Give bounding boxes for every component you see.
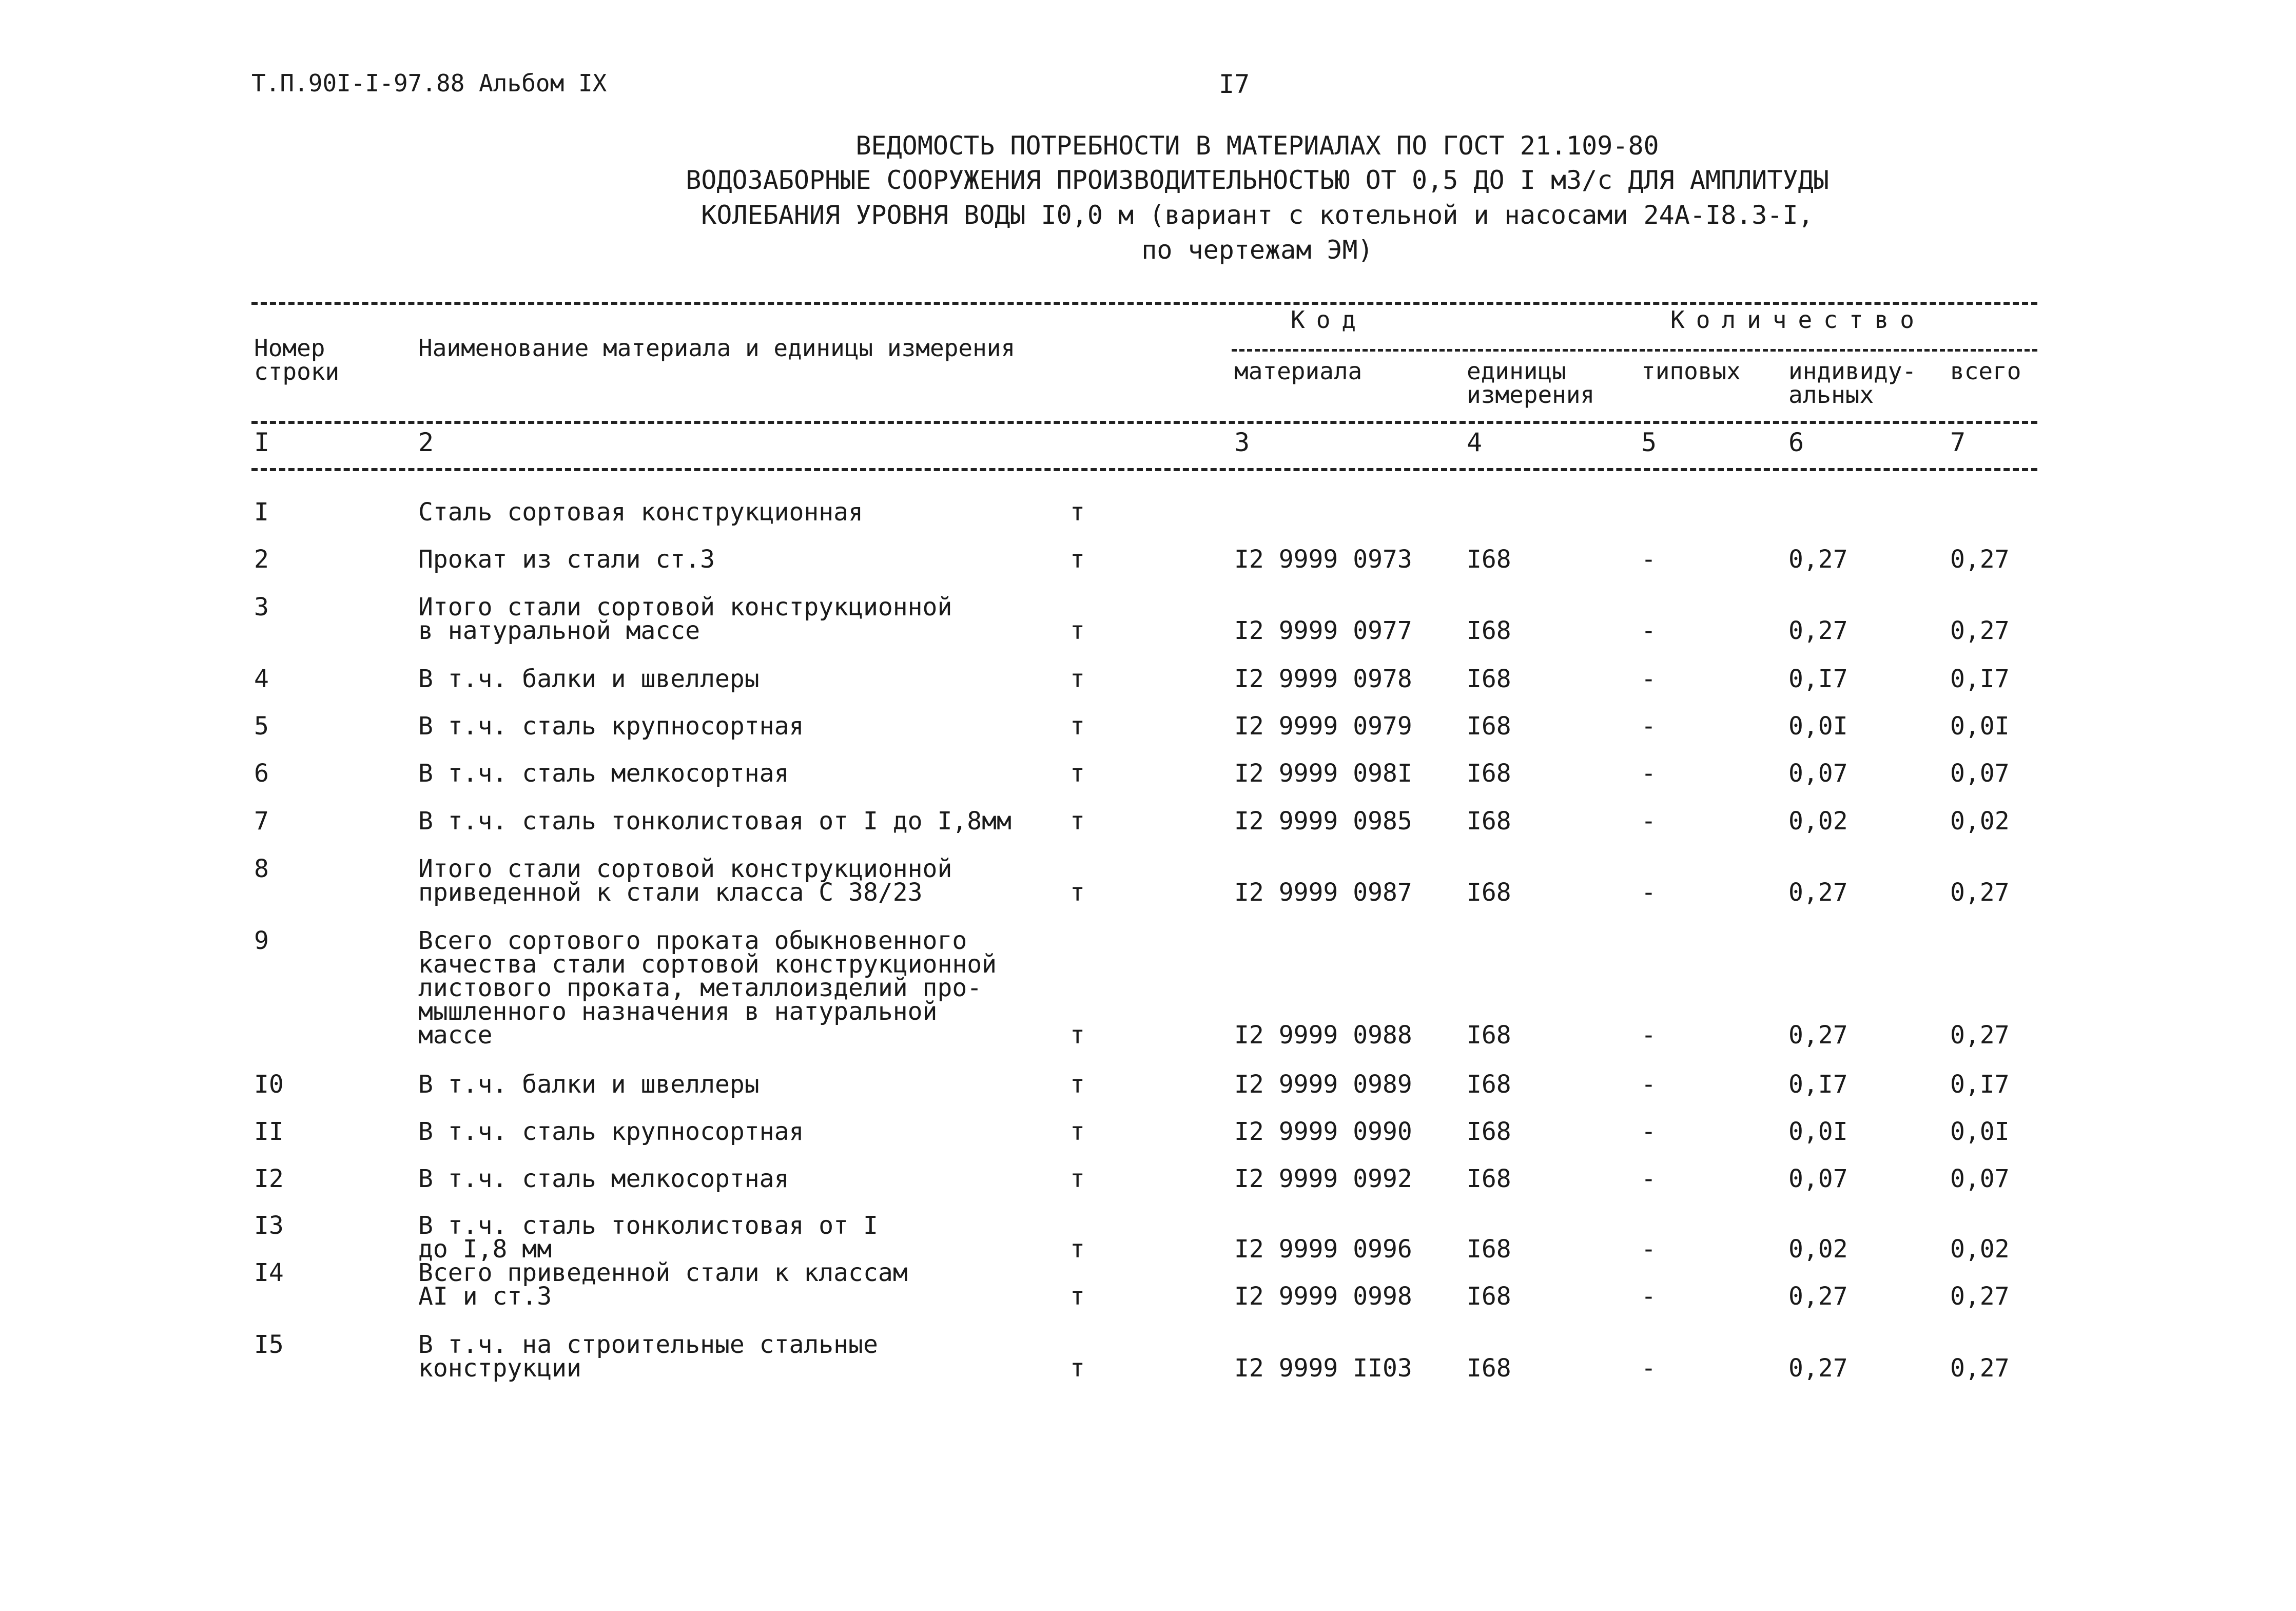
unit-cell: т bbox=[1070, 545, 1085, 574]
unit-cell: т bbox=[1070, 1164, 1085, 1193]
typical-qty-cell: - bbox=[1641, 759, 1656, 788]
unit-code-cell: I68 bbox=[1467, 807, 1511, 836]
unit-cell: т bbox=[1070, 665, 1085, 693]
table-top-rule bbox=[251, 302, 2037, 305]
unit-code-cell: I68 bbox=[1467, 1235, 1511, 1264]
column-numbers-rule bbox=[251, 468, 2037, 471]
material-name-line: В т.ч. сталь мелкосортная bbox=[418, 1164, 789, 1193]
typical-qty-cell: - bbox=[1641, 1354, 1656, 1383]
unit-cell: т bbox=[1070, 1070, 1085, 1099]
material-code-cell: I2 9999 0992 bbox=[1234, 1164, 1412, 1193]
total-qty-cell: 0,27 bbox=[1950, 878, 2010, 907]
header-quantity-group: Количество bbox=[1670, 306, 1925, 334]
unit-code-cell: I68 bbox=[1467, 878, 1511, 907]
material-code-cell: I2 9999 0977 bbox=[1234, 616, 1412, 645]
total-qty-cell: 0,I7 bbox=[1950, 665, 2010, 693]
row-number: I0 bbox=[254, 1070, 284, 1099]
individual-qty-cell: 0,27 bbox=[1788, 1021, 1848, 1050]
typical-qty-cell: - bbox=[1641, 1282, 1656, 1311]
unit-code-cell: I68 bbox=[1467, 1021, 1511, 1050]
individual-qty-cell: 0,27 bbox=[1788, 878, 1848, 907]
document-reference: Т.П.90I-I-97.88 Альбом IX bbox=[251, 69, 607, 97]
material-name-line: листового проката, металлоизделий про- bbox=[418, 974, 982, 1002]
code-quantity-subrule bbox=[1232, 349, 2037, 352]
unit-cell: т bbox=[1070, 1117, 1085, 1146]
total-qty-cell: 0,0I bbox=[1950, 712, 2010, 741]
individual-qty-cell: 0,02 bbox=[1788, 807, 1848, 836]
col-number: 6 bbox=[1788, 428, 1804, 457]
total-qty-cell: 0,27 bbox=[1950, 1282, 2010, 1311]
unit-code-cell: I68 bbox=[1467, 1164, 1511, 1193]
row-number: 4 bbox=[254, 665, 269, 693]
unit-cell: т bbox=[1070, 1354, 1085, 1383]
material-name-line: В т.ч. на строительные стальные bbox=[418, 1330, 878, 1359]
total-qty-cell: 0,0I bbox=[1950, 1117, 2010, 1146]
total-qty-cell: 0,02 bbox=[1950, 807, 2010, 836]
total-qty-cell: 0,I7 bbox=[1950, 1070, 2010, 1099]
unit-cell: т bbox=[1070, 759, 1085, 788]
individual-qty-cell: 0,27 bbox=[1788, 616, 1848, 645]
material-name-line: массе bbox=[418, 1021, 493, 1050]
row-number: 8 bbox=[254, 855, 269, 883]
material-name-line: Прокат из стали ст.3 bbox=[418, 545, 715, 574]
typical-qty-cell: - bbox=[1641, 1164, 1656, 1193]
col-number: 5 bbox=[1641, 428, 1657, 457]
row-number: I4 bbox=[254, 1258, 284, 1287]
material-name-line: В т.ч. балки и швеллеры bbox=[418, 1070, 760, 1099]
row-number: 6 bbox=[254, 759, 269, 788]
typical-qty-cell: - bbox=[1641, 616, 1656, 645]
typical-qty-cell: - bbox=[1641, 1021, 1656, 1050]
unit-cell: т bbox=[1070, 1021, 1085, 1050]
unit-cell: т bbox=[1070, 807, 1085, 836]
total-qty-cell: 0,27 bbox=[1950, 616, 2010, 645]
unit-code-cell: I68 bbox=[1467, 545, 1511, 574]
material-code-cell: I2 9999 0996 bbox=[1234, 1235, 1412, 1264]
material-name-line: до I,8 мм bbox=[418, 1235, 552, 1264]
typical-qty-cell: - bbox=[1641, 1235, 1656, 1264]
page-number: I7 bbox=[1219, 69, 1250, 99]
individual-qty-cell: 0,02 bbox=[1788, 1235, 1848, 1264]
col-number: 2 bbox=[418, 428, 434, 457]
material-name-line: приведенной к стали класса С 38/23 bbox=[418, 878, 923, 907]
total-qty-cell: 0,02 bbox=[1950, 1235, 2010, 1264]
unit-code-cell: I68 bbox=[1467, 759, 1511, 788]
header-row-number: Номер строки bbox=[254, 334, 340, 385]
material-name-line: В т.ч. сталь крупносортная bbox=[418, 1117, 804, 1146]
row-number: I2 bbox=[254, 1164, 284, 1193]
material-name-line: В т.ч. балки и швеллеры bbox=[418, 665, 760, 693]
row-number: 7 bbox=[254, 807, 269, 836]
material-name-line: качества стали сортовой конструкционной bbox=[418, 950, 997, 979]
material-name-line: Всего приведенной стали к классам bbox=[418, 1258, 908, 1287]
unit-cell: т bbox=[1070, 878, 1085, 907]
col-number: 4 bbox=[1467, 428, 1483, 457]
row-number: 5 bbox=[254, 712, 269, 741]
header-code-group: Код bbox=[1291, 306, 1368, 334]
individual-qty-cell: 0,I7 bbox=[1788, 665, 1848, 693]
unit-cell: т bbox=[1070, 712, 1085, 741]
header-qty-typical: типовых bbox=[1641, 357, 1741, 385]
unit-code-cell: I68 bbox=[1467, 1117, 1511, 1146]
row-number: I3 bbox=[254, 1211, 284, 1240]
material-name-line: В т.ч. сталь крупносортная bbox=[418, 712, 804, 741]
unit-code-cell: I68 bbox=[1467, 616, 1511, 645]
row-number: 9 bbox=[254, 926, 269, 955]
material-name-line: В т.ч. сталь тонколистовая от I до I,8мм bbox=[418, 807, 1011, 836]
title-line-4: по чертежам ЭМ) bbox=[1141, 235, 1373, 265]
material-name-line: Всего сортового проката обыкновенного bbox=[418, 926, 967, 955]
typical-qty-cell: - bbox=[1641, 665, 1656, 693]
material-name-line: Сталь сортовая конструкционная bbox=[418, 498, 863, 527]
material-code-cell: I2 9999 0978 bbox=[1234, 665, 1412, 693]
material-name-line: конструкции bbox=[418, 1354, 581, 1383]
individual-qty-cell: 0,07 bbox=[1788, 1164, 1848, 1193]
material-code-cell: I2 9999 0998 bbox=[1234, 1282, 1412, 1311]
individual-qty-cell: 0,27 bbox=[1788, 545, 1848, 574]
header-qty-individual: индивиду- альных bbox=[1788, 357, 1917, 409]
individual-qty-cell: 0,0I bbox=[1788, 712, 1848, 741]
header-code-unit: единицы измерения bbox=[1467, 357, 1595, 409]
unit-code-cell: I68 bbox=[1467, 665, 1511, 693]
unit-code-cell: I68 bbox=[1467, 712, 1511, 741]
typical-qty-cell: - bbox=[1641, 878, 1656, 907]
individual-qty-cell: 0,27 bbox=[1788, 1282, 1848, 1311]
row-number: I bbox=[254, 498, 269, 527]
unit-code-cell: I68 bbox=[1467, 1354, 1511, 1383]
unit-code-cell: I68 bbox=[1467, 1070, 1511, 1099]
typical-qty-cell: - bbox=[1641, 545, 1656, 574]
total-qty-cell: 0,27 bbox=[1950, 545, 2010, 574]
material-code-cell: I2 9999 0987 bbox=[1234, 878, 1412, 907]
unit-code-cell: I68 bbox=[1467, 1282, 1511, 1311]
row-number: I5 bbox=[254, 1330, 284, 1359]
total-qty-cell: 0,07 bbox=[1950, 1164, 2010, 1193]
col-number: 3 bbox=[1234, 428, 1250, 457]
material-name-line: Итого стали сортовой конструкционной bbox=[418, 855, 952, 883]
material-name-line: Итого стали сортовой конструкционной bbox=[418, 593, 952, 622]
typical-qty-cell: - bbox=[1641, 1117, 1656, 1146]
total-qty-cell: 0,07 bbox=[1950, 759, 2010, 788]
material-name-line: AI и ст.3 bbox=[418, 1282, 552, 1311]
material-code-cell: I2 9999 0985 bbox=[1234, 807, 1412, 836]
material-code-cell: I2 9999 0988 bbox=[1234, 1021, 1412, 1050]
unit-cell: т bbox=[1070, 1282, 1085, 1311]
title-line-2: ВОДОЗАБОРНЫЕ СООРУЖЕНИЯ ПРОИЗВОДИТЕЛЬНОСТЬЮ ОТ 0,5 ДО I м3/с ДЛЯ АМПЛИТУДЫ bbox=[686, 165, 1829, 195]
individual-qty-cell: 0,0I bbox=[1788, 1117, 1848, 1146]
title-line-3: КОЛЕБАНИЯ УРОВНЯ ВОДЫ I0,0 м (вариант с котельной и насосами 24А-I8.3-I, bbox=[701, 200, 1814, 230]
material-code-cell: I2 9999 0990 bbox=[1234, 1117, 1412, 1146]
material-code-cell: I2 9999 098I bbox=[1234, 759, 1412, 788]
material-code-cell: I2 9999 0973 bbox=[1234, 545, 1412, 574]
unit-cell: т bbox=[1070, 1235, 1085, 1264]
title-line-1: ВЕДОМОСТЬ ПОТРЕБНОСТИ В МАТЕРИАЛАХ ПО ГОСТ 21.109-80 bbox=[855, 131, 1659, 161]
unit-cell: т bbox=[1070, 616, 1085, 645]
row-number: II bbox=[254, 1117, 284, 1146]
individual-qty-cell: 0,07 bbox=[1788, 759, 1848, 788]
material-name-line: В т.ч. сталь тонколистовая от I bbox=[418, 1211, 878, 1240]
typical-qty-cell: - bbox=[1641, 712, 1656, 741]
material-name-line: мышленного назначения в натуральной bbox=[418, 997, 938, 1026]
col-number: 7 bbox=[1950, 428, 1966, 457]
typical-qty-cell: - bbox=[1641, 807, 1656, 836]
material-code-cell: I2 9999 II03 bbox=[1234, 1354, 1412, 1383]
individual-qty-cell: 0,I7 bbox=[1788, 1070, 1848, 1099]
header-material-name: Наименование материала и единицы измерения bbox=[418, 334, 1016, 362]
individual-qty-cell: 0,27 bbox=[1788, 1354, 1848, 1383]
material-code-cell: I2 9999 0989 bbox=[1234, 1070, 1412, 1099]
total-qty-cell: 0,27 bbox=[1950, 1021, 2010, 1050]
total-qty-cell: 0,27 bbox=[1950, 1354, 2010, 1383]
material-name-line: в натуральной массе bbox=[418, 616, 701, 645]
unit-cell: т bbox=[1070, 498, 1085, 527]
row-number: 2 bbox=[254, 545, 269, 574]
typical-qty-cell: - bbox=[1641, 1070, 1656, 1099]
col-number: I bbox=[254, 428, 270, 457]
material-name-line: В т.ч. сталь мелкосортная bbox=[418, 759, 789, 788]
header-qty-total: всего bbox=[1950, 357, 2021, 385]
header-bottom-rule bbox=[251, 421, 2037, 424]
header-code-material: материала bbox=[1234, 357, 1363, 385]
material-code-cell: I2 9999 0979 bbox=[1234, 712, 1412, 741]
row-number: 3 bbox=[254, 593, 269, 622]
